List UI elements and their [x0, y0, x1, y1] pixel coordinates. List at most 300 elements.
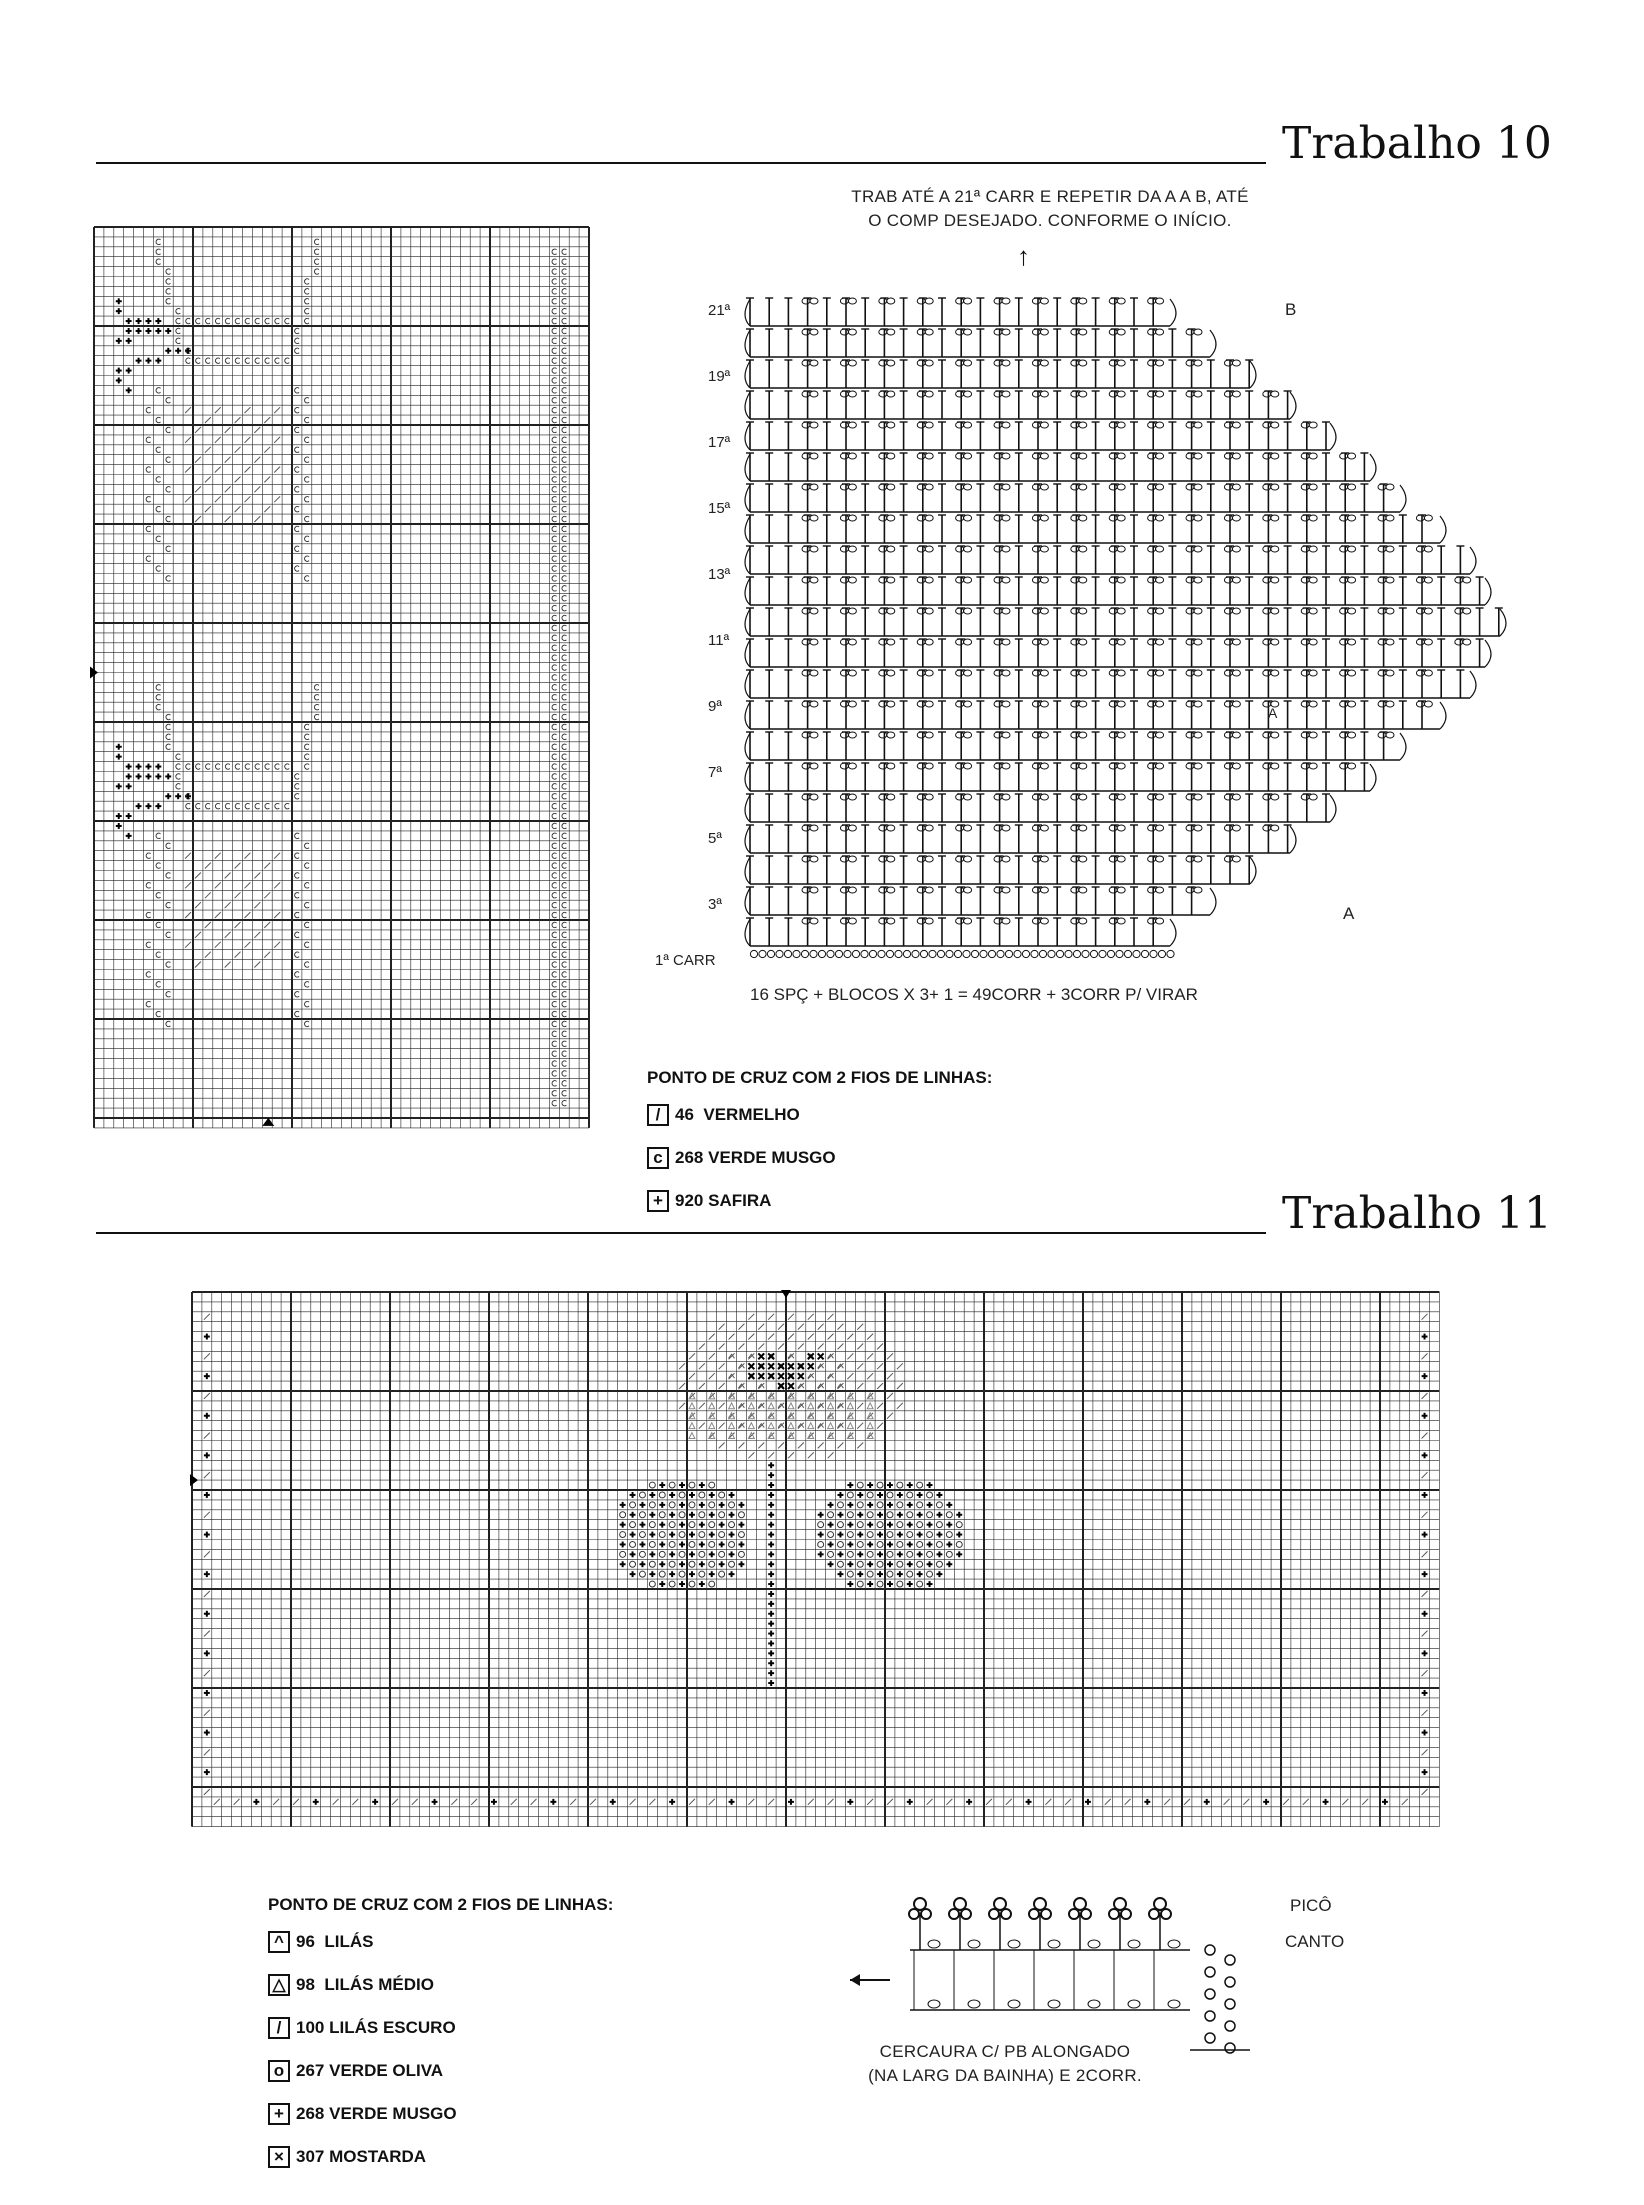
stitch-circle-mark	[857, 1541, 863, 1547]
stitch-slash-mark	[1065, 1799, 1071, 1805]
crochet-chain	[1224, 701, 1232, 707]
crochet-chain	[1194, 670, 1202, 676]
crochet-chain	[994, 856, 1002, 862]
stitch-slash-mark	[254, 962, 260, 968]
stitch-c-mark	[562, 596, 566, 601]
crochet-chain	[848, 856, 856, 862]
crochet-edge-turn	[1250, 857, 1256, 884]
crochet-chain	[1186, 639, 1194, 645]
crochet-chain	[1263, 484, 1271, 490]
crochet-foundation-chain	[886, 950, 893, 957]
crochet-chain	[1309, 577, 1317, 583]
crochet-chain	[956, 298, 964, 304]
stitch-c-mark	[275, 358, 279, 363]
stitch-circle-mark	[709, 1522, 715, 1528]
stitch-slash-mark	[204, 1670, 210, 1676]
stitch-circle-mark	[946, 1551, 952, 1557]
crochet-chain	[1040, 701, 1048, 707]
crochet-chain	[1002, 856, 1010, 862]
crochet-chain	[1271, 639, 1279, 645]
crochet-chain	[1194, 701, 1202, 707]
crochet-chain	[1109, 422, 1117, 428]
crochet-chain	[994, 298, 1002, 304]
edging-chain	[1168, 2000, 1180, 2008]
crochet-chain	[1386, 484, 1394, 490]
stitch-c-mark	[166, 427, 170, 432]
edging-picot	[989, 1909, 999, 1919]
edging-picot	[1154, 1898, 1166, 1910]
stitch-c-mark	[562, 734, 566, 739]
stitch-c-mark	[166, 516, 170, 521]
stitch-triangle-mark	[867, 1403, 873, 1409]
stitch-c-mark	[552, 526, 556, 531]
crochet-chain	[1109, 391, 1117, 397]
stitch-slash-mark	[264, 892, 270, 898]
crochet-chain	[810, 763, 818, 769]
stitch-slash-mark	[215, 437, 221, 443]
stitch-slash-mark	[245, 467, 251, 473]
legend-color: LILÁS ESCURO	[329, 2018, 456, 2037]
crochet-chain	[1424, 670, 1432, 676]
stitch-c-mark	[552, 1021, 556, 1026]
stitch-circle-mark	[620, 1512, 626, 1518]
stitch-c-mark	[305, 744, 309, 749]
stitch-c-mark	[552, 695, 556, 700]
stitch-slash-mark	[254, 873, 260, 879]
crochet-chain	[1156, 639, 1164, 645]
stitch-circle-mark	[709, 1581, 715, 1587]
stitch-circle-mark	[847, 1551, 853, 1557]
stitch-slash-mark	[778, 1344, 784, 1350]
crochet-chain	[1071, 391, 1079, 397]
stitch-c-mark	[562, 813, 566, 818]
stitch-c-mark	[295, 873, 299, 878]
edging-note-line-1: CERCAURA C/ PB ALONGADO	[879, 2042, 1131, 2061]
crochet-chain	[879, 577, 887, 583]
stitch-c-mark	[552, 665, 556, 670]
legend-color: VERDE MUSGO	[708, 1148, 836, 1167]
crochet-chain	[1348, 763, 1356, 769]
stitch-c-mark	[176, 764, 180, 769]
crochet-chain	[1148, 360, 1156, 366]
stitch-c-mark	[295, 992, 299, 997]
stitch-circle-mark	[927, 1492, 933, 1498]
crochet-chain	[917, 918, 925, 924]
stitch-triangle-mark	[788, 1423, 794, 1429]
crochet-edge-turn	[1370, 454, 1376, 481]
crochet-chain	[1148, 546, 1156, 552]
stitch-slash-mark	[225, 486, 231, 492]
stitch-slash-mark	[847, 1353, 853, 1359]
crochet-chain	[925, 577, 933, 583]
stitch-circle-mark	[699, 1492, 705, 1498]
crochet-chain	[887, 422, 895, 428]
crochet-chain	[917, 887, 925, 893]
stitch-triangle-mark	[847, 1423, 853, 1429]
crochet-chain	[917, 639, 925, 645]
stitch-slash-mark	[887, 1393, 893, 1399]
stitch-c-mark	[562, 259, 566, 264]
crochet-chain	[1071, 670, 1079, 676]
stitch-c-mark	[562, 863, 566, 868]
crochet-chain	[1424, 608, 1432, 614]
stitch-circle-mark	[649, 1522, 655, 1528]
crochet-chain	[802, 670, 810, 676]
crochet-chain	[802, 856, 810, 862]
stitch-circle-mark	[679, 1571, 685, 1577]
stitch-c-mark	[295, 348, 299, 353]
stitch-slash-mark	[214, 1799, 220, 1805]
edging-picot	[1121, 1909, 1131, 1919]
crochet-foundation-chain	[1141, 950, 1148, 957]
crochet-chain	[1386, 732, 1394, 738]
stitch-triangle-mark	[808, 1423, 814, 1429]
edging-picot	[1069, 1909, 1079, 1919]
crochet-foundation-chain	[895, 950, 902, 957]
crochet-chain	[887, 546, 895, 552]
stitch-c-mark	[166, 744, 170, 749]
crochet-chain	[1416, 608, 1424, 614]
cross-stitch-chart-11	[190, 1290, 1450, 1845]
crochet-foundation-chain	[1150, 950, 1157, 957]
stitch-slash-mark	[857, 1443, 863, 1449]
stitch-circle-mark	[719, 1551, 725, 1557]
crochet-chain	[879, 732, 887, 738]
crochet-chain	[1263, 825, 1271, 831]
edging-picot	[1081, 1909, 1091, 1919]
stitch-circle-mark	[867, 1512, 873, 1518]
crochet-chain	[1271, 484, 1279, 490]
stitch-c-mark	[562, 556, 566, 561]
stitch-c-mark	[166, 734, 170, 739]
crochet-chain	[1463, 608, 1471, 614]
crochet-chain	[1079, 732, 1087, 738]
crochet-chain	[1340, 670, 1348, 676]
stitch-c-mark	[552, 922, 556, 927]
stitch-c-mark	[295, 566, 299, 571]
stitch-c-mark	[562, 566, 566, 571]
crochet-chain	[887, 856, 895, 862]
stitch-c-mark	[562, 932, 566, 937]
crochet-chain	[917, 391, 925, 397]
stitch-circle-mark	[738, 1532, 744, 1538]
crochet-chain	[1109, 701, 1117, 707]
stitch-c-mark	[562, 536, 566, 541]
stitch-c-mark	[295, 794, 299, 799]
crochet-chain	[1156, 515, 1164, 521]
crochet-chain	[1040, 484, 1048, 490]
crochet-chain	[1263, 577, 1271, 583]
crochet-chain	[840, 763, 848, 769]
legend-10	[647, 1068, 992, 1229]
edging-picot	[909, 1909, 919, 1919]
stitch-slash-mark	[274, 496, 280, 502]
stitch-slash-mark	[185, 437, 191, 443]
stitch-c-mark	[166, 576, 170, 581]
edging-corner-chain	[1205, 2011, 1215, 2021]
stitch-c-mark	[562, 843, 566, 848]
crochet-diagram-10	[740, 290, 1570, 980]
crochet-chain	[1117, 763, 1125, 769]
crochet-chain	[1340, 515, 1348, 521]
stitch-c-mark	[562, 427, 566, 432]
crochet-foundation-chain	[1022, 950, 1029, 957]
stitch-c-mark	[215, 318, 219, 323]
crochet-chain	[1071, 515, 1079, 521]
stitch-circle-mark	[847, 1571, 853, 1577]
stitch-c-mark	[156, 704, 160, 709]
crochet-chain	[1071, 453, 1079, 459]
stitch-slash-mark	[245, 853, 251, 859]
stitch-c-mark	[552, 685, 556, 690]
crochet-foundation-chain	[1124, 950, 1131, 957]
stitch-slash-mark	[235, 447, 241, 453]
stitch-c-mark	[552, 536, 556, 541]
stitch-c-mark	[156, 952, 160, 957]
crochet-chain	[1340, 763, 1348, 769]
crochet-chain	[1271, 732, 1279, 738]
crochet-chain	[1079, 918, 1087, 924]
stitch-c-mark	[285, 803, 289, 808]
stitch-slash-mark	[798, 1324, 804, 1330]
stitch-c-mark	[562, 328, 566, 333]
stitch-slash-mark	[1303, 1799, 1309, 1805]
crochet-chain	[879, 825, 887, 831]
crochet-chain	[1186, 732, 1194, 738]
stitch-c-mark	[225, 358, 229, 363]
crochet-chain	[1186, 856, 1194, 862]
stitch-triangle-mark	[748, 1423, 754, 1429]
crochet-chain	[810, 484, 818, 490]
crochet-chain	[1109, 484, 1117, 490]
edging-picot	[1001, 1909, 1011, 1919]
crochet-chain	[848, 639, 856, 645]
stitch-c-mark	[552, 893, 556, 898]
crochet-chain	[1232, 546, 1240, 552]
stitch-circle-mark	[887, 1532, 893, 1538]
crochet-label-a-mid: A	[1268, 705, 1278, 721]
crochet-chain	[840, 329, 848, 335]
crochet-chain	[1109, 608, 1117, 614]
stitch-slash-mark	[887, 1373, 893, 1379]
crochet-chain	[964, 329, 972, 335]
stitch-slash-mark	[798, 1443, 804, 1449]
stitch-c-mark	[314, 259, 318, 264]
stitch-slash-mark	[857, 1383, 863, 1389]
crochet-chain	[1071, 701, 1079, 707]
crochet-chain	[964, 856, 972, 862]
stitch-c-mark	[562, 506, 566, 511]
crochet-chain	[1386, 546, 1394, 552]
crochet-chain	[1386, 701, 1394, 707]
stitch-c-mark	[285, 318, 289, 323]
crochet-edge-turn	[1170, 299, 1176, 326]
crochet-chain	[1455, 577, 1463, 583]
stitch-c-mark	[562, 972, 566, 977]
stitch-slash-mark	[828, 1799, 834, 1805]
stitch-c-mark	[552, 497, 556, 502]
stitch-c-mark	[552, 962, 556, 967]
stitch-slash-mark	[897, 1363, 903, 1369]
crochet-chain	[956, 422, 964, 428]
stitch-c-mark	[166, 714, 170, 719]
legend-code: 268	[675, 1148, 704, 1167]
stitch-circle-mark	[649, 1581, 655, 1587]
stitch-slash-mark	[204, 1314, 210, 1320]
crochet-foundation-chain	[1005, 950, 1012, 957]
stitch-triangle-mark	[709, 1423, 715, 1429]
crochet-chain	[1301, 453, 1309, 459]
crochet-chain	[1416, 577, 1424, 583]
crochet-chain	[810, 298, 818, 304]
crochet-chain	[1309, 515, 1317, 521]
crochet-chain	[879, 546, 887, 552]
edging-chain	[1048, 2000, 1060, 2008]
stitch-slash-mark	[857, 1423, 863, 1429]
stitch-slash-mark	[235, 863, 241, 869]
crochet-chain	[1224, 515, 1232, 521]
crochet-chain	[917, 763, 925, 769]
stitch-c-mark	[305, 497, 309, 502]
stitch-slash-mark	[788, 1314, 794, 1320]
stitch-slash-mark	[234, 1799, 240, 1805]
crochet-chain	[802, 887, 810, 893]
crochet-chain	[802, 329, 810, 335]
stitch-c-mark	[552, 704, 556, 709]
stitch-c-mark	[156, 833, 160, 838]
crochet-edge-turn	[1290, 392, 1296, 419]
legend-11-item	[268, 2099, 613, 2129]
stitch-circle-mark	[897, 1561, 903, 1567]
stitch-slash-mark	[195, 902, 201, 908]
crochet-chain	[1348, 670, 1356, 676]
stitch-slash-mark	[245, 496, 251, 502]
crochet-chain	[917, 484, 925, 490]
crochet-chain	[1148, 887, 1156, 893]
edging-picot	[1034, 1898, 1046, 1910]
crochet-chain	[1271, 391, 1279, 397]
stitch-c-mark	[552, 566, 556, 571]
stitch-slash-mark	[195, 932, 201, 938]
crochet-chain	[964, 453, 972, 459]
stitch-circle-mark	[867, 1551, 873, 1557]
crochet-chain	[1263, 608, 1271, 614]
crochet-chain	[848, 918, 856, 924]
stitch-slash-mark	[245, 437, 251, 443]
crochet-chain	[1263, 391, 1271, 397]
crochet-chain	[810, 577, 818, 583]
stitch-c-mark	[176, 318, 180, 323]
stitch-circle-mark	[847, 1492, 853, 1498]
crochet-chain	[1079, 546, 1087, 552]
stitch-slash-mark	[887, 1353, 893, 1359]
stitch-slash-mark	[709, 1373, 715, 1379]
crochet-chain	[964, 918, 972, 924]
crochet-chain	[1032, 329, 1040, 335]
crochet-edge-turn	[1440, 516, 1446, 543]
crochet-chain	[840, 422, 848, 428]
stitch-slash-mark	[709, 1353, 715, 1359]
stitch-slash-mark	[264, 506, 270, 512]
edging-picot	[961, 1909, 971, 1919]
stitch-circle-mark	[857, 1502, 863, 1508]
crochet-chain	[1040, 577, 1048, 583]
crochet-chain	[1271, 608, 1279, 614]
crochet-chain	[1386, 639, 1394, 645]
crochet-chain	[810, 453, 818, 459]
stitch-circle-mark	[709, 1541, 715, 1547]
crochet-chain	[887, 732, 895, 738]
crochet-chain	[1424, 515, 1432, 521]
stitch-c-mark	[166, 992, 170, 997]
crochet-chain	[994, 608, 1002, 614]
stitch-slash-mark	[768, 1452, 774, 1458]
crochet-chain	[1117, 918, 1125, 924]
crochet-chain	[1148, 825, 1156, 831]
crochet-chain	[1194, 329, 1202, 335]
stitch-slash-mark	[778, 1324, 784, 1330]
crochet-chain	[1156, 484, 1164, 490]
stitch-slash-mark	[699, 1423, 705, 1429]
stitch-slash-mark	[729, 1334, 735, 1340]
stitch-c-mark	[186, 764, 190, 769]
stitch-c-mark	[225, 764, 229, 769]
crochet-foundation-chain	[963, 950, 970, 957]
stitch-slash-mark	[471, 1799, 477, 1805]
crochet-chain	[1156, 670, 1164, 676]
stitch-c-mark	[562, 853, 566, 858]
crochet-chain	[1340, 484, 1348, 490]
crochet-chain	[1340, 577, 1348, 583]
edging-picot	[1041, 1909, 1051, 1919]
stitch-circle-mark	[669, 1482, 675, 1488]
stitch-c-mark	[562, 794, 566, 799]
stitch-slash-mark	[1184, 1799, 1190, 1805]
crochet-chain	[994, 887, 1002, 893]
stitch-slash-mark	[828, 1314, 834, 1320]
crochet-foundation-chain	[801, 950, 808, 957]
crochet-chain	[1156, 391, 1164, 397]
crochet-foundation-chain	[750, 950, 757, 957]
crochet-chain	[879, 391, 887, 397]
stitch-triangle-icon: △	[268, 1974, 290, 1996]
stitch-c-mark	[552, 813, 556, 818]
crochet-chain	[994, 422, 1002, 428]
crochet-chain	[1002, 918, 1010, 924]
crochet-chain	[1263, 546, 1271, 552]
stitch-c-mark	[562, 1091, 566, 1096]
crochet-row-label: 13ª	[708, 566, 731, 583]
crochet-chain	[1263, 763, 1271, 769]
stitch-slash-mark	[808, 1334, 814, 1340]
crochet-chain	[1079, 887, 1087, 893]
stitch-c-mark	[562, 665, 566, 670]
crochet-chain	[956, 391, 964, 397]
crochet-chain	[848, 608, 856, 614]
stitch-c-mark	[215, 358, 219, 363]
crochet-chain	[1040, 887, 1048, 893]
stitch-circle-mark	[857, 1581, 863, 1587]
stitch-circle-mark	[679, 1512, 685, 1518]
stitch-c-mark	[146, 407, 150, 412]
stitch-c-mark	[562, 952, 566, 957]
crochet-chain	[964, 577, 972, 583]
stitch-c-mark	[562, 695, 566, 700]
stitch-circle-mark	[917, 1522, 923, 1528]
crochet-chain	[1109, 732, 1117, 738]
crochet-chain	[1309, 453, 1317, 459]
crochet-chain	[1186, 763, 1194, 769]
